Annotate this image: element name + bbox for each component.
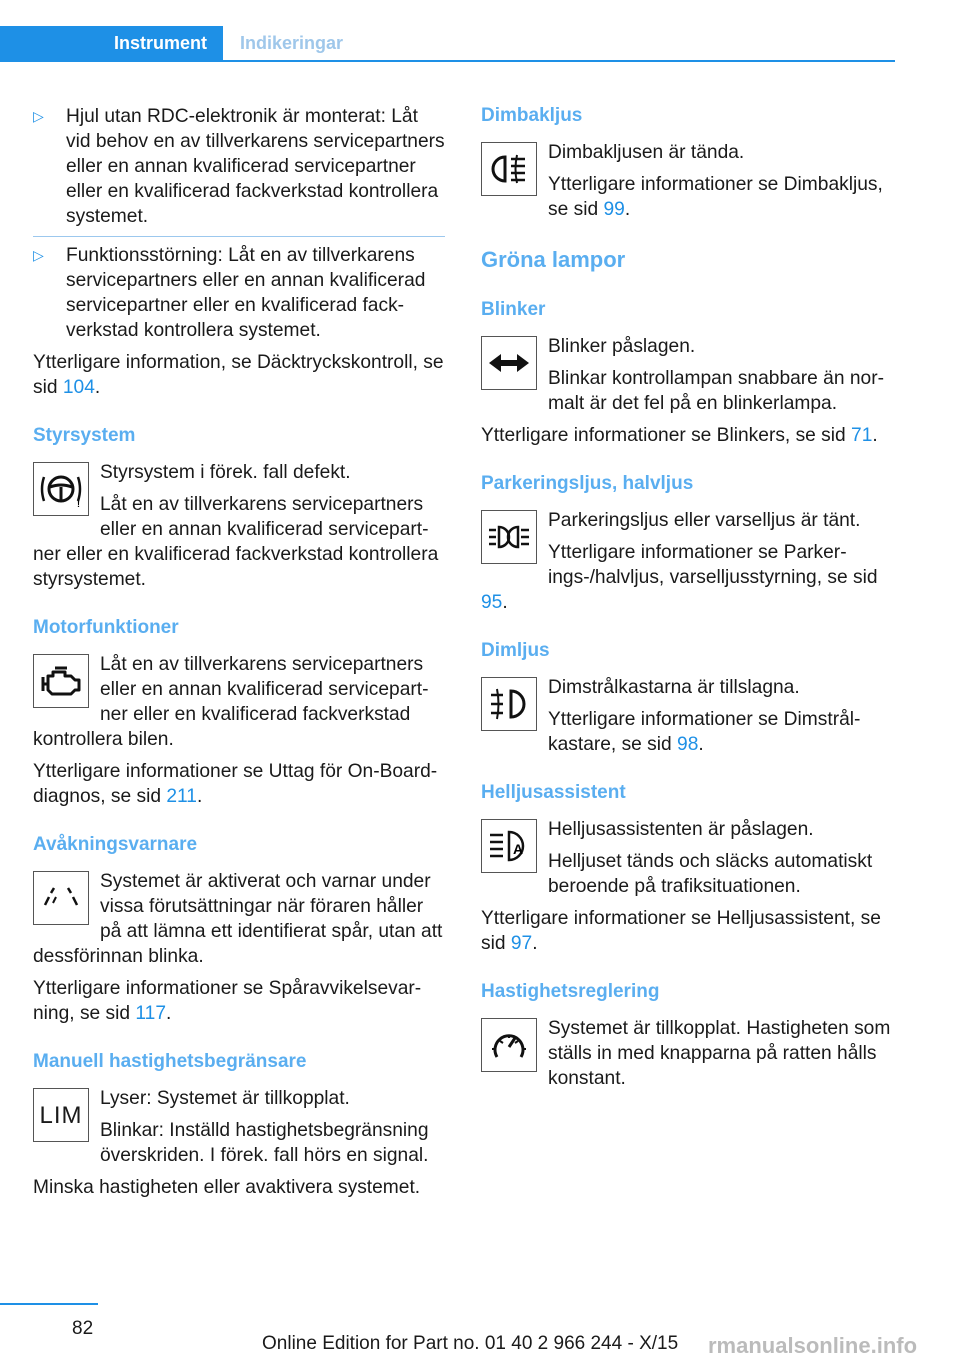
- section-title-styrsystem: Styrsystem: [33, 425, 136, 446]
- lane-departure-icon: [33, 871, 89, 925]
- left-column: [33, 104, 445, 1207]
- svg-text:A: A: [513, 841, 524, 857]
- page-link[interactable]: 98: [677, 734, 699, 755]
- blink-text-1: Blinker påslagen.: [548, 336, 696, 357]
- more-info: Ytterligare information, se Däcktryckskontroll, se sid 104.: [33, 352, 444, 398]
- more-info: Ytterligare informationer se Spåravvikelsevarning, se sid 117.: [33, 978, 422, 1024]
- more-info: Ytterligare informationer se Helljusassistent, se sid 97.: [481, 908, 881, 954]
- page-link[interactable]: 71: [851, 425, 873, 446]
- page-link[interactable]: 95: [481, 592, 503, 613]
- right-column: [481, 104, 897, 1098]
- bullet-item: [33, 104, 445, 229]
- section-title-hastighetsbegransare: Manuell hastighetsbegränsare: [33, 1051, 307, 1072]
- turn-signal-icon: [481, 336, 537, 390]
- page-link[interactable]: 104: [62, 377, 95, 398]
- section-title-dimljus: Dimljus: [481, 640, 550, 661]
- hell-text-2: Helljuset tänds och släcks automatiskt beroende på trafiksituationen.: [548, 851, 873, 897]
- bullet-text: Hjul utan RDC-elektronik är monterat: Låt vid behov en av tillverkarens servicepartners eller en annan kvalificerad servicepartner eller en kvalificerad fackverkstad kontrollera systemet.: [66, 106, 445, 227]
- steering-warning-icon: [33, 462, 89, 516]
- footer-rule: [0, 1303, 98, 1305]
- lim-icon: LIM: [33, 1088, 89, 1142]
- section-title-grona-lampor: Gröna lampor: [481, 247, 626, 272]
- bullet-text: Funktionsstörning: Låt en av tillverkarens servicepartners eller en annan kvalificerad servicepartner eller en kvalificerad fackverkstad kontrollera systemet.: [66, 245, 426, 341]
- lim-text-1: Lyser: Systemet är tillkopplat.: [100, 1088, 350, 1109]
- more-info: Ytterligare informationer se Dimbakljus, se sid 99.: [548, 174, 883, 220]
- parking-light-icon: [481, 510, 537, 564]
- styrsystem-text-2: Låt en av tillverkarens servicepartners eller en annan kvalificerad servicepartner eller en kvalificerad fackverkstad kontrollera styrsystemet.: [33, 494, 439, 590]
- section-title-avakningsvarnare: Avåkningsvarnare: [33, 834, 198, 855]
- tab-indikeringar[interactable]: Indikeringar: [240, 33, 344, 53]
- more-info: Ytterligare informationer se Parkerings-/halvljus, varselljusstyrning, se sid 95.: [481, 542, 878, 613]
- section-title-blinker: Blinker: [481, 299, 546, 320]
- section-title-helljusassistent: Helljusassistent: [481, 782, 626, 803]
- page-link[interactable]: 99: [603, 199, 625, 220]
- watermark: rmanualsonline.info: [708, 1333, 918, 1358]
- tab-instrument[interactable]: Instrument: [0, 26, 223, 60]
- lim-text-3: Minska hastigheten eller avaktivera systemet.: [33, 1177, 421, 1198]
- hell-text-1: Helljusassistenten är påslagen.: [548, 819, 814, 840]
- triangle-bullet-icon: ▷: [33, 247, 44, 263]
- section-title-dimbakljus: Dimbakljus: [481, 105, 583, 126]
- rear-fog-light-icon: [481, 142, 537, 196]
- hast-text-1: Systemet är tillkopplat. Hastigheten som ställs in med knapparna på ratten hålls konstant.: [548, 1018, 891, 1089]
- section-title-hastighetsreglering: Hastighetsreglering: [481, 981, 660, 1002]
- blink-text-2: Blinkar kontrollampan snabbare än normalt är det fel på en blinkerlampa.: [548, 368, 884, 414]
- header-tabbar: [0, 26, 895, 62]
- svg-text:!: !: [77, 499, 80, 509]
- page-link[interactable]: 211: [166, 786, 197, 807]
- page-number: 82: [72, 1318, 94, 1339]
- section-title-parkeringsljus: Parkeringsljus, halvljus: [481, 473, 694, 494]
- page-link[interactable]: 97: [510, 933, 533, 954]
- lim-text-2: Blinkar: Inställd hastighetsbegränsning överskriden. I förek. fall hörs en signal.: [100, 1120, 429, 1166]
- page-link[interactable]: 117: [135, 1003, 166, 1024]
- edition-text: Online Edition for Part no. 01 40 2 966 244 - X/15: [262, 1333, 679, 1354]
- motor-text-1: Låt en av tillverkarens servicepartners eller en annan kvalificerad servicepartner eller en kvalificerad fackverkstad kontrollera bilen.: [33, 654, 429, 750]
- triangle-bullet-icon: ▷: [33, 108, 44, 124]
- cruise-control-icon: [481, 1018, 537, 1072]
- dim-text-1: Dimstrålkastarna är tillslagna.: [548, 677, 800, 698]
- engine-icon: [33, 654, 89, 708]
- dimbak-text-1: Dimbakljusen är tända.: [548, 142, 745, 163]
- bullet-item: [33, 236, 445, 343]
- more-info: Ytterligare informationer se Dimstrålkastare, se sid 98.: [548, 709, 861, 755]
- front-fog-light-icon: [481, 677, 537, 731]
- avakning-text-1: Systemet är aktiverat och varnar under vissa förutsättningar när föraren håller på att lämna ett identifierat spår, utan att dessförinnan blinka.: [33, 871, 443, 967]
- section-title-motorfunktioner: Motorfunktioner: [33, 617, 179, 638]
- styrsystem-text-1: Styrsystem i förek. fall defekt.: [100, 462, 351, 483]
- high-beam-assistant-icon: [481, 819, 537, 873]
- park-text-1: Parkeringsljus eller varselljus är tänt.: [548, 510, 861, 531]
- more-info: Ytterligare informationer se Uttag för On-Board-diagnos, se sid 211.: [33, 761, 438, 807]
- more-info: Ytterligare informationer se Blinkers, se sid 71.: [481, 425, 878, 446]
